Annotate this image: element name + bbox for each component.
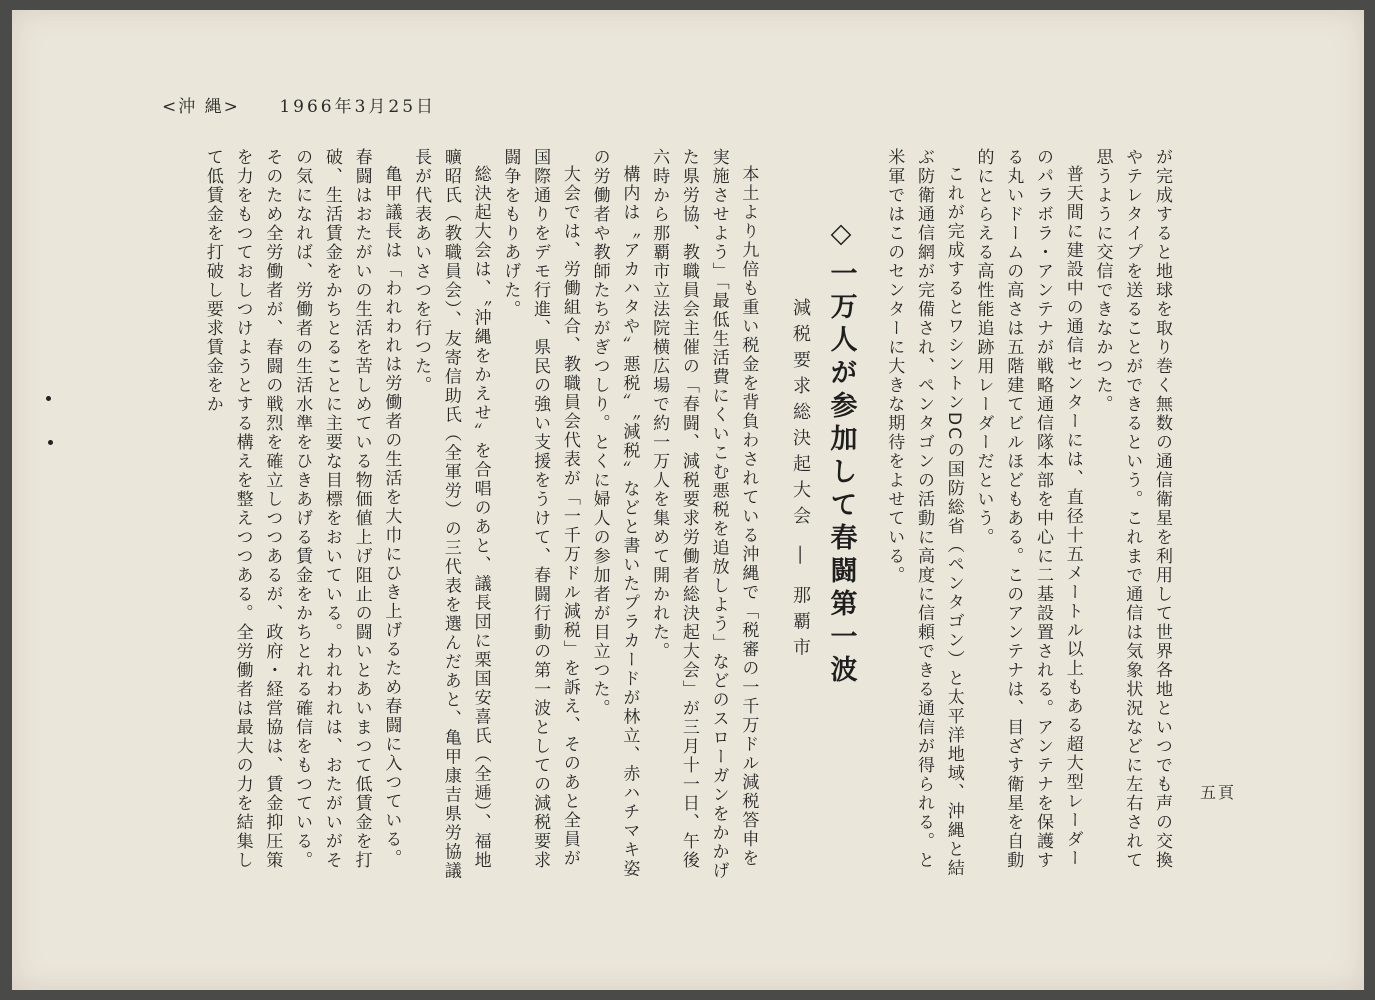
document-page xyxy=(12,10,1364,990)
article2-subheadline: 減税要求総決起大会 ― 那覇市 xyxy=(790,298,811,664)
article2-paragraph: 構内は〝アカハタや〟悪税〟〝減税〟などと書いたプラカードが林立、赤ハチマキ姿の労働者や教師たちがぎつしり。とくに婦人の参加者が目立つた。 xyxy=(589,148,640,879)
article2-paragraph: 亀甲議長は「われわれは労働者の生活を大巾にひき上げるため春闘に入つている。春闘はおたがいの生活を苦しめている物価値上げ阻止の闘いとあいまつて低賃金を打破、生活賃金をかちとることに主要な目標をおいている。われわれは、おたがいがその気になれば、労働者の生活水準をひきあげる賃金をかちとれる確信をもつている。そのため全労働者が、春闘の戦烈を確立しつつあるが、政府・経営協は、賃金抑圧策を力をもつておしつけようとする構えを整えつつある。全労働者は最大の力を結集して低賃金を打破し要求賃金をか xyxy=(202,148,402,870)
hole-punch-mark xyxy=(46,396,51,401)
article-body xyxy=(136,148,1176,883)
diamond-icon: ◇ xyxy=(825,218,857,255)
article2-paragraph: 本土より九倍も重い税金を背負わされている沖縄で「税審の一千万ドル減税答申を実施させよう」「最低生活費にくいこむ悪税を追放しよう」などのスローガンをかかげた県労協、教職員会主催の「春闘、減税要求労働者総決起大会」が三月十一日、午後六時から那覇市立法院横広場で約一万人を集めて開かれた。 xyxy=(649,148,759,881)
page-header xyxy=(162,92,436,117)
publication-date: 1966年3月25日 xyxy=(279,97,437,117)
article2-headline xyxy=(820,148,861,883)
page-number: 五頁 xyxy=(1199,783,1236,802)
article2-paragraph: 総決起大会は、〝沖縄をかえせ〟を合唱のあと、議長団に栗国安喜氏（全逓）、福地曠昭氏（教職員会）、友寄信助氏（全軍労）の三代表を選んだあと、亀甲康吉県労協議長が代表あいさつを行つた。 xyxy=(411,148,491,881)
article2-headline-text: 一万人が参加して春闘第一波 xyxy=(825,259,857,688)
hole-punch-mark xyxy=(48,440,53,445)
publication-name: <沖 縄> xyxy=(162,97,240,117)
article2-paragraph: 大会では、労働組合、教職員会代表が「一千万ドル減税」を訴え、そのあと全員が国際通りをデモ行進、県民の強い支援をうけて、春闘行動の第一波としての減税要求闘争をもりあげた。 xyxy=(500,148,580,870)
article1-paragraph: が完成すると地球を取り巻く無数の通信衛星を利用して世界各地といつでも声の交換やテレタイプを送ることができるという。これまで通信は気象状況などに左右されて思うように交信できなかつた。 xyxy=(1092,148,1172,870)
article1-paragraph: 普天間に建設中の通信センターには、直径十五メートル以上もある超大型レーダーのパラボラ・アンテナが戦略通信隊本部を中心に二基設置される。アンテナを保護する丸いドームの高さは五階建てビルほどもある。このアンテナは、目ざす衛星を自動的にとらえる高性能追跡用レーダーだという。 xyxy=(973,148,1083,870)
article1-paragraph: これが完成するとワシントンDCの国防総省（ペンタゴン）と太平洋地域、沖縄と結ぶ防衛通信網が完備され、ペンタゴンの活動に高度に信頼できる通信が得られる。と米軍ではこのセンターに大きな期待をよせている。 xyxy=(884,148,964,878)
article2-heading xyxy=(780,148,860,883)
